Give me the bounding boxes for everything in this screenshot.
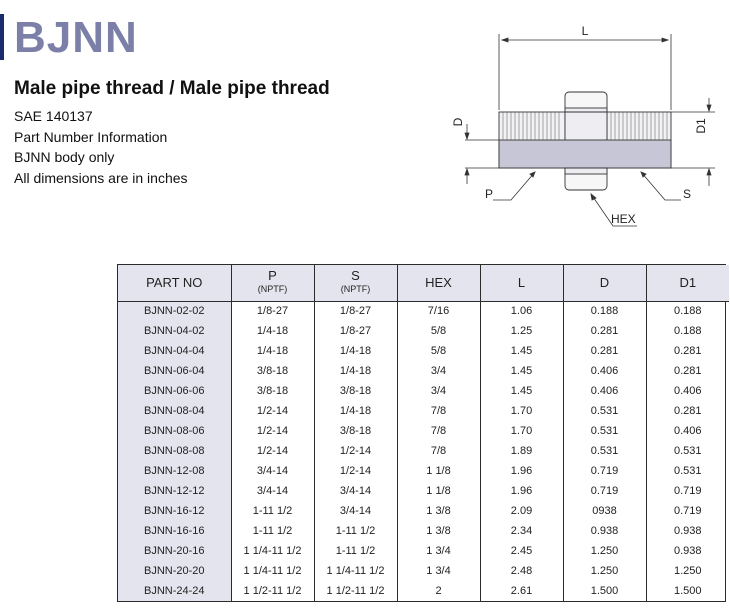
- part-no-cell: BJNN-02-02: [118, 301, 231, 321]
- part-no-cell: BJNN-04-02: [118, 321, 231, 341]
- d1-cell: 0.281: [673, 345, 702, 357]
- l-cell: 1.89: [480, 441, 563, 461]
- table-row: [118, 381, 729, 401]
- p-cell: 1 1/2-11 1/2: [231, 581, 314, 601]
- hex-cell: 7/16: [397, 301, 480, 321]
- table-row: [118, 321, 729, 341]
- table-row: [118, 441, 729, 461]
- hex-cell: 7/8: [397, 421, 480, 441]
- s-cell: 1/8-27: [314, 301, 397, 321]
- d-cell: 0.406: [563, 361, 646, 381]
- s-cell: 3/8-18: [314, 381, 397, 401]
- d1-cell: 1.500: [673, 585, 702, 597]
- table-row: [118, 541, 729, 561]
- d-cell: 0.281: [563, 321, 646, 341]
- part-no-cell: BJNN-12-08: [118, 461, 231, 481]
- s-cell: 1 1/4-11 1/2: [314, 561, 397, 581]
- s-cell: 3/4-14: [314, 481, 397, 501]
- l-cell: 1.70: [480, 421, 563, 441]
- s-cell: 1/4-18: [314, 361, 397, 381]
- p-cell: 1-11 1/2: [231, 501, 314, 521]
- d1-cell: 0.719: [673, 505, 702, 517]
- d-cell: 1.250: [563, 541, 646, 561]
- l-cell: 2.48: [480, 561, 563, 581]
- col-header-s: S (NPTF): [314, 265, 397, 301]
- part-no-cell: BJNN-16-16: [118, 521, 231, 541]
- l-cell: 2.09: [480, 501, 563, 521]
- table-header-row: [118, 265, 729, 301]
- p-cell: 1/4-18: [231, 321, 314, 341]
- info-line: Part Number Information: [14, 128, 168, 145]
- d-cell: 0.281: [563, 341, 646, 361]
- d1-cell: 0.188: [673, 325, 702, 337]
- l-cell: 1.45: [480, 361, 563, 381]
- part-no-cell: BJNN-16-12: [118, 501, 231, 521]
- l-cell: 2.45: [480, 541, 563, 561]
- table-row: [118, 481, 729, 501]
- s-cell: 1/4-18: [314, 401, 397, 421]
- part-no-cell: BJNN-08-06: [118, 421, 231, 441]
- table-row: [118, 501, 729, 521]
- fitting-diagram: [445, 20, 715, 232]
- p-cell: 1/2-14: [231, 401, 314, 421]
- hex-cell: 1 1/8: [397, 481, 480, 501]
- hex-cell: 7/8: [397, 441, 480, 461]
- d-cell: 0.188: [563, 301, 646, 321]
- l-cell: 2.34: [480, 521, 563, 541]
- s-cell: 1/4-18: [314, 341, 397, 361]
- l-cell: 1.70: [480, 401, 563, 421]
- s-cell: 1/2-14: [314, 441, 397, 461]
- hex-cell: 5/8: [397, 321, 480, 341]
- p-cell: 1 1/4-11 1/2: [231, 561, 314, 581]
- table-row: [118, 461, 729, 481]
- d-cell: 0.938: [563, 521, 646, 541]
- label-s: S: [683, 187, 692, 201]
- part-no-cell: BJNN-08-04: [118, 401, 231, 421]
- hex-cell: 5/8: [397, 341, 480, 361]
- page-title: BJNN: [14, 13, 138, 62]
- title-accent-bar: [0, 14, 4, 60]
- d1-cell: 0.406: [673, 385, 702, 397]
- l-cell: 2.61: [480, 581, 563, 601]
- col-header-l: L: [480, 265, 563, 301]
- d-cell: 0.531: [563, 401, 646, 421]
- d1-cell: 0.281: [673, 405, 702, 417]
- hex-cell: 1 3/4: [397, 541, 480, 561]
- info-block: [14, 106, 188, 188]
- part-no-cell: BJNN-20-16: [118, 541, 231, 561]
- d-cell: 0.531: [563, 441, 646, 461]
- hex-cell: 3/4: [397, 361, 480, 381]
- s-cell: 1/2-14: [314, 461, 397, 481]
- label-d: D: [451, 117, 465, 127]
- hex-cell: 1 1/8: [397, 461, 480, 481]
- d1-cell: 0.281: [673, 365, 702, 377]
- p-cell: 1/8-27: [231, 301, 314, 321]
- part-no-cell: BJNN-06-06: [118, 381, 231, 401]
- col-header-part-no: PART NO: [118, 265, 231, 301]
- p-cell: 3/8-18: [231, 381, 314, 401]
- table-row: [118, 421, 729, 441]
- col-header-p: P (NPTF): [231, 265, 314, 301]
- hex-cell: 1 3/8: [397, 501, 480, 521]
- l-cell: 1.25: [480, 321, 563, 341]
- hex-cell: 7/8: [397, 401, 480, 421]
- label-hex: HEX: [611, 212, 636, 226]
- label-l: L: [581, 24, 589, 38]
- hex-cell: 1 3/8: [397, 521, 480, 541]
- col-header-d1: D1: [646, 265, 729, 301]
- dimensions-table: [118, 265, 729, 601]
- part-no-cell: BJNN-20-20: [118, 561, 231, 581]
- dimension-d: [465, 124, 499, 184]
- part-no-cell: BJNN-08-08: [118, 441, 231, 461]
- s-cell: 3/4-14: [314, 501, 397, 521]
- hex-cell: 2: [397, 581, 480, 601]
- d-cell: 0.531: [563, 421, 646, 441]
- d-cell: 1.500: [563, 581, 646, 601]
- s-cell: 1-11 1/2: [314, 541, 397, 561]
- part-no-cell: BJNN-24-24: [118, 581, 231, 601]
- dimension-d1: [671, 98, 715, 186]
- label-p: P: [485, 187, 494, 201]
- l-cell: 1.96: [480, 461, 563, 481]
- hex-cell: 1 3/4: [397, 561, 480, 581]
- d1-cell: 0.531: [673, 465, 702, 477]
- part-no-cell: BJNN-06-04: [118, 361, 231, 381]
- d1-cell: 0.188: [673, 305, 702, 318]
- info-line: SAE 140137: [14, 108, 93, 124]
- s-cell: 1-11 1/2: [314, 521, 397, 541]
- part-no-cell: BJNN-04-04: [118, 341, 231, 361]
- table-row: [118, 401, 729, 421]
- s-cell: 1/8-27: [314, 321, 397, 341]
- l-cell: 1.96: [480, 481, 563, 501]
- info-line: BJNN body only: [14, 149, 115, 165]
- d1-cell: 0.406: [673, 425, 702, 437]
- col-header-hex: HEX: [397, 265, 480, 301]
- table-row: [118, 341, 729, 361]
- d1-cell: 1.250: [673, 565, 702, 577]
- l-cell: 1.45: [480, 381, 563, 401]
- l-cell: 1.06: [480, 301, 563, 321]
- col-header-d: D: [563, 265, 646, 301]
- table-row: [118, 301, 729, 321]
- table-row: [118, 521, 729, 541]
- p-cell: 1/2-14: [231, 441, 314, 461]
- label-d1: D1: [694, 118, 708, 134]
- p-cell: 1-11 1/2: [231, 521, 314, 541]
- p-cell: 3/4-14: [231, 461, 314, 481]
- d-cell: 0.719: [563, 461, 646, 481]
- hex-cell: 3/4: [397, 381, 480, 401]
- part-no-cell: BJNN-12-12: [118, 481, 231, 501]
- d1-cell: 0.719: [673, 485, 702, 497]
- table-row: [118, 581, 729, 601]
- s-cell: 1 1/2-11 1/2: [314, 581, 397, 601]
- d-cell: 0.719: [563, 481, 646, 501]
- info-line: All dimensions are in inches: [14, 169, 188, 186]
- table-row: [118, 361, 729, 381]
- d1-cell: 0.938: [673, 545, 702, 557]
- table-row: [118, 561, 729, 581]
- d-cell: 1.250: [563, 561, 646, 581]
- d1-cell: 0.938: [673, 525, 702, 537]
- s-cell: 3/8-18: [314, 421, 397, 441]
- d-cell: 0938: [563, 501, 646, 521]
- p-cell: 1 1/4-11 1/2: [231, 541, 314, 561]
- d-cell: 0.406: [563, 381, 646, 401]
- p-cell: 3/4-14: [231, 481, 314, 501]
- page-subtitle: Male pipe thread / Male pipe thread: [14, 78, 330, 99]
- l-cell: 1.45: [480, 341, 563, 361]
- p-cell: 3/8-18: [231, 361, 314, 381]
- p-cell: 1/4-18: [231, 341, 314, 361]
- dimensions-table-wrapper: [117, 264, 726, 602]
- p-cell: 1/2-14: [231, 421, 314, 441]
- d1-cell: 0.531: [673, 445, 702, 457]
